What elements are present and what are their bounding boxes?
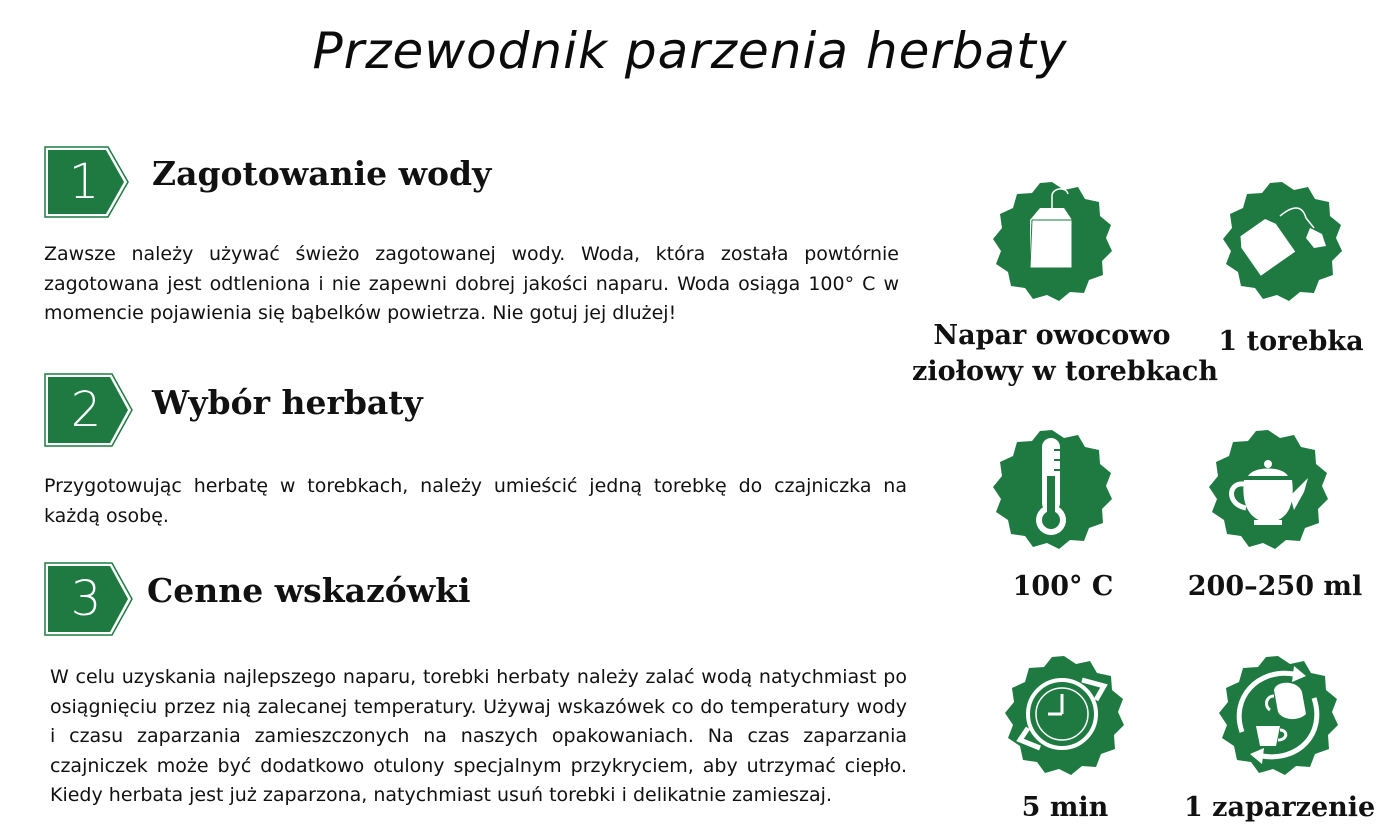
- temperature-label: 100° C: [1012, 571, 1114, 602]
- step-3-badge: [44, 562, 130, 634]
- tea-bag-label-line-2: ziołowy w torebkach: [912, 356, 1219, 387]
- step-2-text: Przygotowując herbatę w torebkach, należy umieścić jedną torebkę do czajniczka na każdą osobę.: [44, 475, 907, 527]
- step-2-heading: Wybór herbaty: [152, 383, 423, 422]
- timer-clock-icon: [1000, 652, 1128, 780]
- step-1-heading: Zagotowanie wody: [152, 154, 492, 193]
- tea-bag-label: [912, 318, 1219, 390]
- step-2-number: 2: [70, 382, 102, 438]
- step-1-number: 1: [68, 154, 100, 210]
- step-3-text: W celu uzyskania najlepszego naparu, torebki herbaty należy zalać wodą natychmiast po osiągnięciu przez nią zalecanej temperatury. Używaj wskazówek co do temperatury wody i czasu zaparzania zamieszczonych na naszych opakowaniach. Na czas zaparzania czajniczek może być dodatkowo otulony specjalnym przykryciem, aby utrzymać ciepło. Kiedy herbata jest już zaparzona, natychmiast usuń torebki i delikatnie zamieszaj.: [50, 666, 907, 806]
- brewing-cycle-icon: [1214, 652, 1342, 780]
- page-title: Przewodnik parzenia herbaty: [312, 22, 1068, 80]
- teapot-icon: [1204, 426, 1332, 554]
- time-label: 5 min: [1021, 792, 1109, 823]
- infusions-label: 1 zaparzenie: [1184, 792, 1376, 823]
- volume-label: 200–250 ml: [1187, 571, 1363, 602]
- thermometer-icon: [988, 426, 1116, 554]
- single-tea-bag-icon: [1218, 178, 1346, 306]
- tea-bag-icon: [988, 178, 1116, 306]
- step-3-heading: Cenne wskazówki: [147, 571, 471, 610]
- single-tea-bag-label: 1 torebka: [1218, 326, 1364, 357]
- step-3-number: 3: [70, 571, 102, 627]
- step-1-badge: [44, 146, 130, 218]
- tea-bag-label-line-1: Napar owocowo: [933, 320, 1171, 351]
- step-1-text: Zawsze należy używać świeżo zagotowanej wody. Woda, która została powtórnie zagotowana jest odtleniona i nie zapewni dobrej jakości naparu. Woda osiąga 100° C w momencie pojawienia się bąbelków powietrza. Nie gotuj jej dlużej!: [44, 243, 899, 324]
- step-2-badge: [44, 373, 130, 445]
